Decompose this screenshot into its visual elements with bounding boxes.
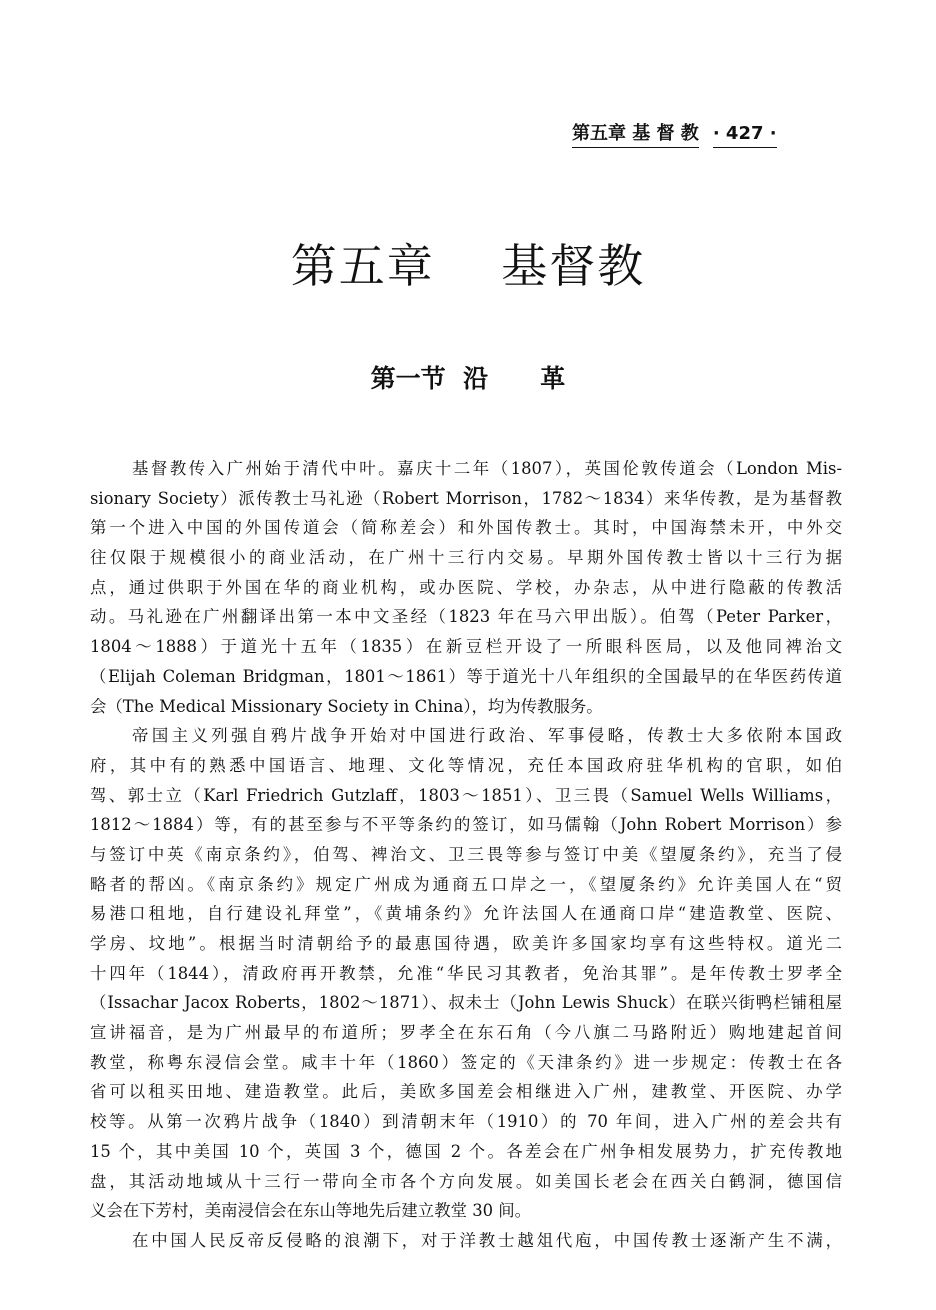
text-line: 宣讲福音，是为广州最早的布道所；罗孝全在东石角（今八旗二马路附近）购地建起首间 [90,1023,842,1043]
running-header [572,122,832,148]
text-line: 略者的帮凶。《南京条约》规定广州成为通商五口岸之一，《望厦条约》允许美国人在“贸 [90,874,842,894]
text-line: 在中国人民反帝反侵略的浪潮下，对于洋教士越俎代庖，中国传教士逐渐产生不满， [132,1230,842,1250]
text-line: 基督教传入广州始于清代中叶。嘉庆十二年（1807），英国伦敦传道会（London Mis- [132,459,842,478]
text-line: 第一个进入中国的外国传道会（简称差会）和外国传教士。其时，中国海禁未开，中外交 [90,518,842,538]
text-line: 盘，其活动地域从十三行一带向全市各个方向发展。如美国长老会在西关白鹤洞，德国信 [90,1171,842,1191]
running-title: 第五章 基 督 教 [572,122,699,148]
text-line: 校等。从第一次鸦片战争（1840）到清朝末年（1910）的 70 年间，进入广州的差会共有 [90,1112,842,1132]
text-line: 十四年（1844），清政府再开教禁，允准“华民习其教者，免治其罪”。是年传教士罗孝全 [90,963,842,983]
text-line: 1804～1888）于道光十五年（1835）在新豆栏开设了一所眼科医局，以及他同裨治文 [90,637,842,657]
paragraph [90,721,842,1226]
text-line: 1812～1884）等，有的甚至参与不平等条约的签订，如马儒翰（John Robert Morrison）参 [90,815,842,835]
text-line: （Issachar Jacox Roberts，1802～1871）、叔未士（John Lewis Shuck）在联兴街鸭栏铺租屋 [90,993,842,1013]
text-line: 省可以租买田地、建造教堂。此后，美欧多国差会相继进入广州，建教堂、开医院、办学 [90,1082,842,1102]
chapter-title: 第五章 基督教 [290,239,646,293]
text-line: 学房、坟地”。根据当时清朝给予的最惠国待遇，欧美许多国家均享有这些特权。道光二 [90,934,842,953]
paragraph [90,454,842,721]
paragraph [90,1226,842,1256]
text-line: sionary Society）派传教士马礼逊（Robert Morrison，1782～1834）来华传教，是为基督教 [90,488,842,508]
text-line: 府，其中有的熟悉中国语言、地理、文化等情况，充任本国政府驻华机构的官职，如伯 [90,755,842,775]
text-line: 会（The Medical Missionary Society in China），均为传教服务。 [90,696,603,716]
text-line: 15 个，其中美国 10 个，英国 3 个，德国 2 个。各差会在广州争相发展势力，扩充传教地 [90,1141,842,1161]
text-line: 帝国主义列强自鸦片战争开始对中国进行政治、军事侵略，传教士大多依附本国政 [132,726,842,746]
text-line: 驾、郭士立（Karl Friedrich Gutzlaff，1803～1851）、卫三畏（Samuel Wells Williams， [90,785,842,805]
text-line: 义会在下芳村，美南浸信会在东山等地先后建立教堂 30 间。 [90,1201,532,1221]
body-text [90,454,842,1256]
text-line: 教堂，称粤东浸信会堂。咸丰十年（1860）签定的《天津条约》进一步规定：传教士在各 [90,1052,842,1072]
section-title: 第一节 沿 革 [370,364,566,393]
text-line: 动。马礼逊在广州翻译出第一本中文圣经（1823 年在马六甲出版）。伯驾（Peter Parker， [90,607,842,627]
text-line: 往仅限于规模很小的商业活动，在广州十三行内交易。早期外国传教士皆以十三行为据 [90,548,842,568]
text-line: 点，通过供职于外国在华的商业机构，或办医院、学校，办杂志，从中进行隐蔽的传教活 [90,577,842,597]
page-number: · 427 · [713,122,777,148]
text-line: （Elijah Coleman Bridgman，1801～1861）等于道光十八年组织的全国最早的在华医药传道 [90,666,842,686]
text-line: 与签订中英《南京条约》，伯驾、裨治文、卫三畏等参与签订中美《望厦条约》，充当了侵 [90,844,842,864]
text-line: 易港口租地，自行建设礼拜堂”，《黄埔条约》允许法国人在通商口岸“建造教堂、医院、 [90,904,842,924]
